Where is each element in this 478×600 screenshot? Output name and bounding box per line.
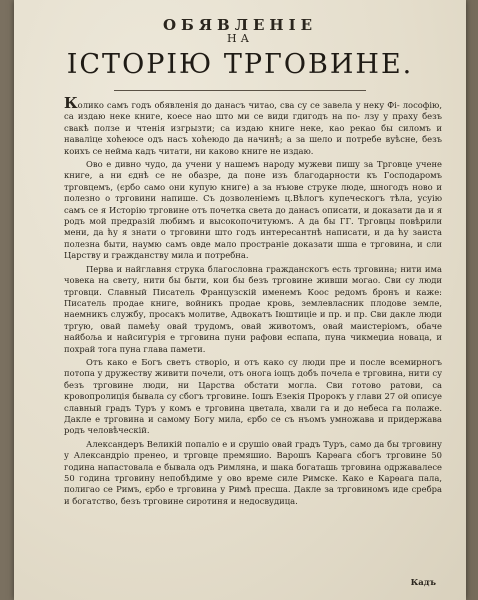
- heading-title: ІСТОРІЮ ТРГОВИНЕ.: [66, 49, 414, 80]
- drop-cap: К: [64, 94, 78, 112]
- scan-border-right: [466, 0, 478, 600]
- paragraph-5: Александеръ Великій попаліо е и срушіо овай градъ Туръ, само да бы трговину у Александріо пренео, и трговце премяшио. Варошъ Карѳага сбогъ трговине 50 година напастовала е бывала одъ Римляна, и шака богаташь трговина одржавалесе 50 година трговину непобѣдиме у ово време силе Римске. Како е Карѳага пала, полигао се Римъ, єрбо е трговина у Римѣ пресша. Дакле за трговиномъ иде сребра и богатство, безъ трговине сиротиня и недосвудица.: [64, 438, 442, 506]
- document-body: [64, 94, 442, 509]
- document-page: [14, 0, 466, 600]
- paragraph-2: Ово е дивно чудо, да учени у нашемъ народу мужеви пишу за Трговце учене книге, а ни єднѣ се не обазре, да поне изъ благодарности къ Господаромъ трговцемъ, (єрбо само они купую книге) а за нъюве струке людe, шногодъ ново и полезно о трговини напише. Съ дозволеніемъ ц.Вѣлогъ купеческогъ тѣла, усуію самъ се я Исторію трговине отъ почетка света до данасъ описати, и доказати да и я родъ мой предразій любимъ и высокопочитуюмъ. А да бы ГГ. Трговцы повѣрили мени, да ћу я знати о трговини што годъ интересантнѣ написати, и да ћу заиста полезна быти, наумю самъ овде мало пространіе доказати шша е трговина, и сли Царству и гражданству мила и потребна.: [64, 159, 442, 261]
- paragraph-4: Отъ како е Богъ светъ створіо, и отъ како су люди пре и после всемирногъ потопа у дружеству живити почели, отъ онога іощъ добъ почела е трговина, нити су безъ трговине люди, ни Царства обстати могла. Сви готово ратови, са кровопролиція бывала су сбогъ трговине. Іошъ Езекія Пророкъ у глави 27 ой описуе славный градъ Туръ у комъ е трговина цветала, хвали га и до небеса га полаже. Дакле е трговина и самому Богу мила, єрбо се съ нъомъ умножава и придержава родъ человѣческій.: [64, 356, 442, 436]
- heading-rule: [114, 90, 366, 91]
- catchword: Кадъ: [410, 578, 436, 588]
- paragraph-1-text: олико самъ годъ обявленія до данасъ читао, сва су се завела у неку Фі- лософію, са издаю неке книге, коесе нао што ми се види гдигодъ на по- лзу у праху безъ свакѣ ползе и чтенія изгрызти; са издаю книге неке, као рекао бы силомъ и наваліце хоћеюсе одъ насъ хоћеюдо да начинѣ; а за шело и потребе вуѣсне, безъ коихъ се нейма кадъ читати, ни каково книге не издаю.: [64, 100, 442, 156]
- scan-border-left: [0, 0, 14, 600]
- heading-announcement: ОБЯВЛЕНІЕ: [162, 16, 318, 34]
- paragraph-1: [64, 94, 442, 157]
- heading-preposition: НА: [227, 32, 253, 45]
- paragraph-3: Перва и найглавня струка благословна гражданскогъ есть трговина; нити има човека на свету, нити бы быти, кои бы безъ трговине живши могао. Сви су люди трговци. Славный Писатель Французскій именемъ Коос редомъ бронъ и каже: Писатель продае книге, войникъ продае кровь, землевласник плодове земле, наемникъ службу, просакъ молитве, Адвокатъ Іюштиціе и пр. и пр. Сви дакле люди тргую, овай памеѣу овай трудомъ, овай животомъ, овай маистеріомъ, обаче найбоља и найсигурія е трговина пуни рафови еспапа, пуна чикмеџиа новаца, и похрай тога пуна глава памети.: [64, 263, 442, 354]
